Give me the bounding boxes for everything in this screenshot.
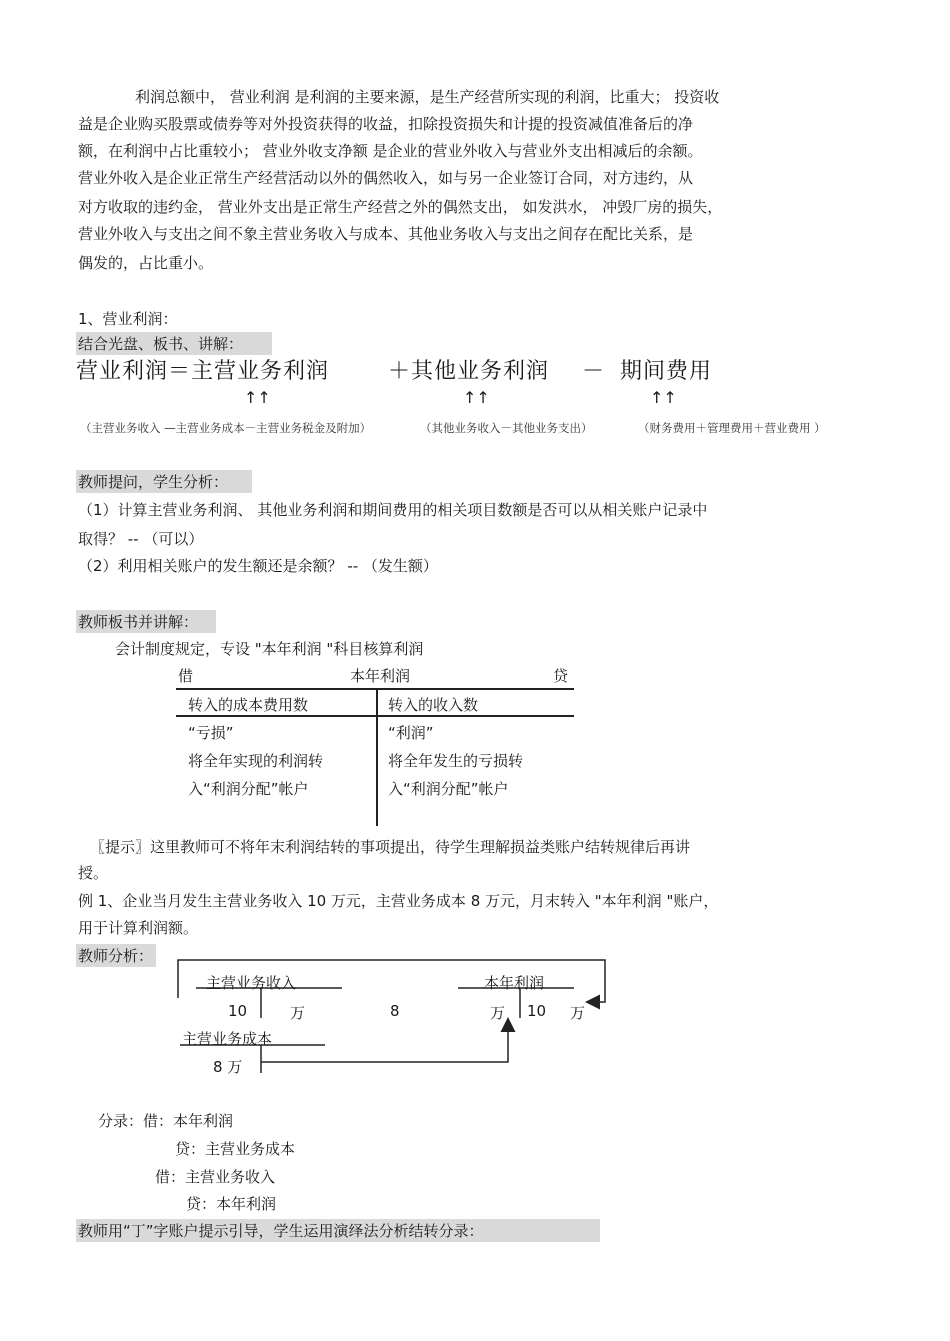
up-arrows-2: ↑↑ — [463, 388, 490, 407]
intro-line-5: 对方收取的违约金， 营业外支出是正常生产经营之外的偶然支出， 如发洪水， 冲毁厂房的损失， — [78, 198, 723, 216]
up-arrows-1: ↑↑ — [244, 388, 271, 407]
revenue-debit-amount: 10 — [228, 1002, 248, 1020]
t-right-line-1: “利润” — [388, 724, 434, 742]
revenue-debit-unit: 万 — [290, 1004, 306, 1022]
entry-line-3: 借：主营业务收入 — [155, 1168, 276, 1186]
t-account-title: 本年利润 — [350, 667, 411, 685]
t-right-line-2: 将全年发生的亏损转 — [388, 752, 524, 770]
formula-other-profit: ＋其他业务利润 — [388, 359, 550, 384]
example-line-1: 例 1、企业当月发生主营业务收入 10 万元，主营业务成本 8 万元，月末转入 "本年利润 "账户， — [78, 892, 719, 910]
analysis-label: 教师分析： — [76, 944, 156, 967]
intro-line-3: 额，在利润中占比重较小； 营业外收支净额 是企业的营业外收入与营业外支出相减后的余额。 — [78, 142, 703, 160]
formula-operating-profit: 营业利润＝主营业务利润 — [76, 359, 330, 384]
note-period-expense: （财务费用＋管理费用＋营业费用 ） — [638, 421, 826, 435]
intro-line-7: 偶发的，占比重小。 — [78, 254, 214, 272]
t-right-line-3: 入“利润分配”帐户 — [388, 780, 509, 798]
profit-account-title: 本年利润 — [484, 974, 545, 992]
qa-label: 教师提问，学生分析： — [76, 470, 252, 493]
footer-label: 教师用“丁”字账户提示引导，学生运用演绎法分析结转分录： — [76, 1219, 600, 1242]
cost-account-title: 主营业务成本 — [182, 1030, 273, 1048]
formula-minus: － — [582, 359, 606, 384]
board-label: 教师板书并讲解： — [76, 610, 216, 633]
entry-line-4: 贷：本年利润 — [186, 1195, 277, 1213]
profit-credit-unit: 万 — [570, 1004, 586, 1022]
t-account-debit: 借 — [178, 667, 194, 685]
t-account-credit: 贷 — [553, 667, 569, 685]
section-label: 结合光盘、板书、讲解： — [76, 332, 272, 355]
intro-line-1: 利润总额中， 营业利润 是利润的主要来源，是生产经营所实现的利润，比重大； 投资收 — [135, 88, 720, 106]
intro-line-4: 营业外收入是企业正常生产经营活动以外的偶然收入，如与另一企业签订合同，对方违约，从 — [78, 169, 694, 187]
tip-line-2: 授。 — [78, 864, 109, 882]
question-2: （2）利用相关账户的发生额还是余额？ -- （发生额） — [78, 557, 438, 575]
formula-period-expense: 期间费用 — [620, 359, 713, 384]
t-left-header: 转入的成本费用数 — [188, 696, 309, 714]
profit-debit-unit: 万 — [490, 1004, 506, 1022]
section-heading: 1、营业利润： — [78, 310, 178, 328]
tip-line-1: 〖提示〗这里教师可不将年末利润结转的事项提出，待学生理解损益类账户结转规律后再讲 — [90, 838, 691, 856]
t-left-line-3: 入“利润分配”帐户 — [188, 780, 309, 798]
entry-line-2: 贷：主营业务成本 — [175, 1140, 296, 1158]
t-left-line-1: “亏损” — [188, 724, 234, 742]
entry-line-1: 分录：借：本年利润 — [98, 1112, 234, 1130]
intro-line-2: 益是企业购买股票或债券等对外投资获得的收益，扣除投资损失和计提的投资减值准备后的净 — [78, 115, 694, 133]
question-1-line-2: 取得？ -- （可以） — [78, 530, 204, 548]
up-arrows-3: ↑↑ — [650, 388, 677, 407]
cost-debit-amount: 8 万 — [213, 1058, 243, 1076]
revenue-account-title: 主营业务收入 — [206, 974, 297, 992]
example-line-2: 用于计算利润额。 — [78, 919, 199, 937]
profit-credit-amount: 10 — [527, 1002, 547, 1020]
middle-amount: 8 — [390, 1002, 400, 1020]
intro-line-6: 营业外收入与支出之间不象主营业务收入与成本、其他业务收入与支出之间存在配比关系，是 — [78, 225, 694, 243]
note-main-business: （主营业务收入 —主营业务成本－主营业务税金及附加） — [80, 421, 372, 435]
cost-transfer-arrow — [261, 1020, 508, 1062]
board-text: 会计制度规定，专设 "本年利润 "科目核算利润 — [115, 640, 424, 658]
t-right-header: 转入的收入数 — [388, 696, 479, 714]
note-other-business: （其他业务收入－其他业务支出） — [420, 421, 593, 435]
t-left-line-2: 将全年实现的利润转 — [188, 752, 324, 770]
question-1-line-1: （1）计算主营业务利润、 其他业务利润和期间费用的相关项目数额是否可以从相关账户记录中 — [78, 501, 708, 519]
